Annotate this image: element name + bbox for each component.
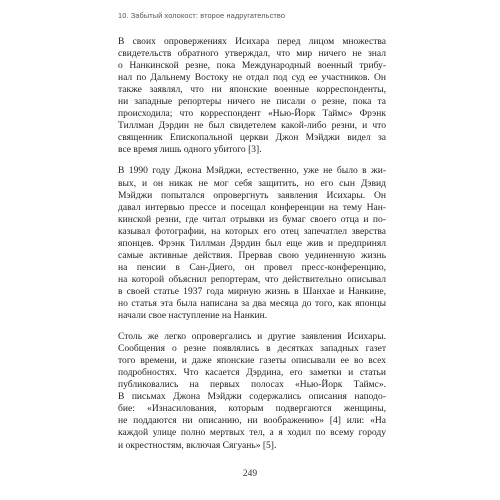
text-line: каждой улице полно мертвых тел, а я ходил по всему городу <box>118 427 386 439</box>
text-line: ни западные репортеры ничего не писали о резне, пока та <box>118 96 386 108</box>
paragraph <box>118 165 386 322</box>
text-line: В письмах Джона Мэйджи содержались описания наподо- <box>118 391 386 403</box>
text-line: Мэйджи попытался опровергнуть заявления Исихары. Он <box>118 189 386 201</box>
text-line: бие: «Изнасилования, которым подвергаются женщины, <box>118 403 386 415</box>
text-line: давал интервью прессе и посещал конференции на тему Нан- <box>118 201 386 213</box>
text-line: но статья эта была написана за два месяца до того, как японцы <box>118 297 386 309</box>
text-line: Столь же легко опровергались и другие заявления Исихары. <box>118 331 386 343</box>
text-line: публиковались на первых полосах «Нью-Йорк Таймс». <box>118 379 386 391</box>
text-line: вых, и он никак не мог себя защитить, но его сын Дэвид <box>118 177 386 189</box>
text-line: кинской резни, где читал отрывки из бумаг своего отца и по- <box>118 213 386 225</box>
text-line: В 1990 году Джона Мэйджи, естественно, уже не было в жи- <box>118 165 386 177</box>
text-line: все время лишь одного убитого [3]. <box>118 144 262 156</box>
text-line: не поддаются ни описанию, ни воображению» [4] или: «На <box>118 415 386 427</box>
paragraph <box>118 331 386 451</box>
text-line: и окрестностям, включая Сягуань» [5]. <box>118 439 277 451</box>
page-number: 249 <box>242 469 258 479</box>
text-line: о Нанкинской резне, пока Международный военный трибу- <box>118 60 386 72</box>
text-line: того времени, и даже японские газеты описывали ее во всех <box>118 355 386 367</box>
running-header: 10. Забытый холокост: второе надругательство <box>118 11 286 20</box>
text-line: японцев. Фрэнк Тиллман Дэрдин был еще жив и предпринял <box>118 237 386 249</box>
text-line: Сообщения о резне появлялись в десятках западных газет <box>118 343 386 355</box>
text-line: на которой объяснил репортерам, что действительно описывал <box>118 273 386 285</box>
text-line: нал по Дальнему Востоку не отдал под суд ее участников. Он <box>118 72 386 84</box>
text-line: В своих опровержениях Исихара перед лицом множества <box>118 36 386 47</box>
body-text <box>118 36 386 461</box>
text-line: подробностях. Что касается Дэрдина, его заметки и статьи <box>118 367 386 379</box>
text-line: самые активные действия. Прервав свою уединенную жизнь <box>118 249 386 261</box>
text-line: Тиллман Дэрдин не был свидетелем какой-либо резни, и что <box>118 120 386 132</box>
text-line: также заявлял, что ни японские военные корреспонденты, <box>118 84 386 96</box>
text-line: священник Епископальной церкви Джон Мэйджи видел за <box>118 132 386 144</box>
paragraph <box>118 36 386 156</box>
text-line: на пенсии в Сан-Диего, он провел пресс-конференцию, <box>118 261 386 273</box>
text-line: свидетельств обратного утверждал, что мир ничего не знал <box>118 48 386 60</box>
text-line: в своей статье 1937 года мирную жизнь в Шанхае и Нанкине, <box>118 285 386 297</box>
text-line: происходила; что корреспондент «Нью-Йорк Таймс» Фрэнк <box>118 108 386 120</box>
text-line: казывал фотографии, на которых его отец запечатлел зверства <box>118 225 386 237</box>
text-line: начали свое наступление на Нанкин. <box>118 310 268 322</box>
